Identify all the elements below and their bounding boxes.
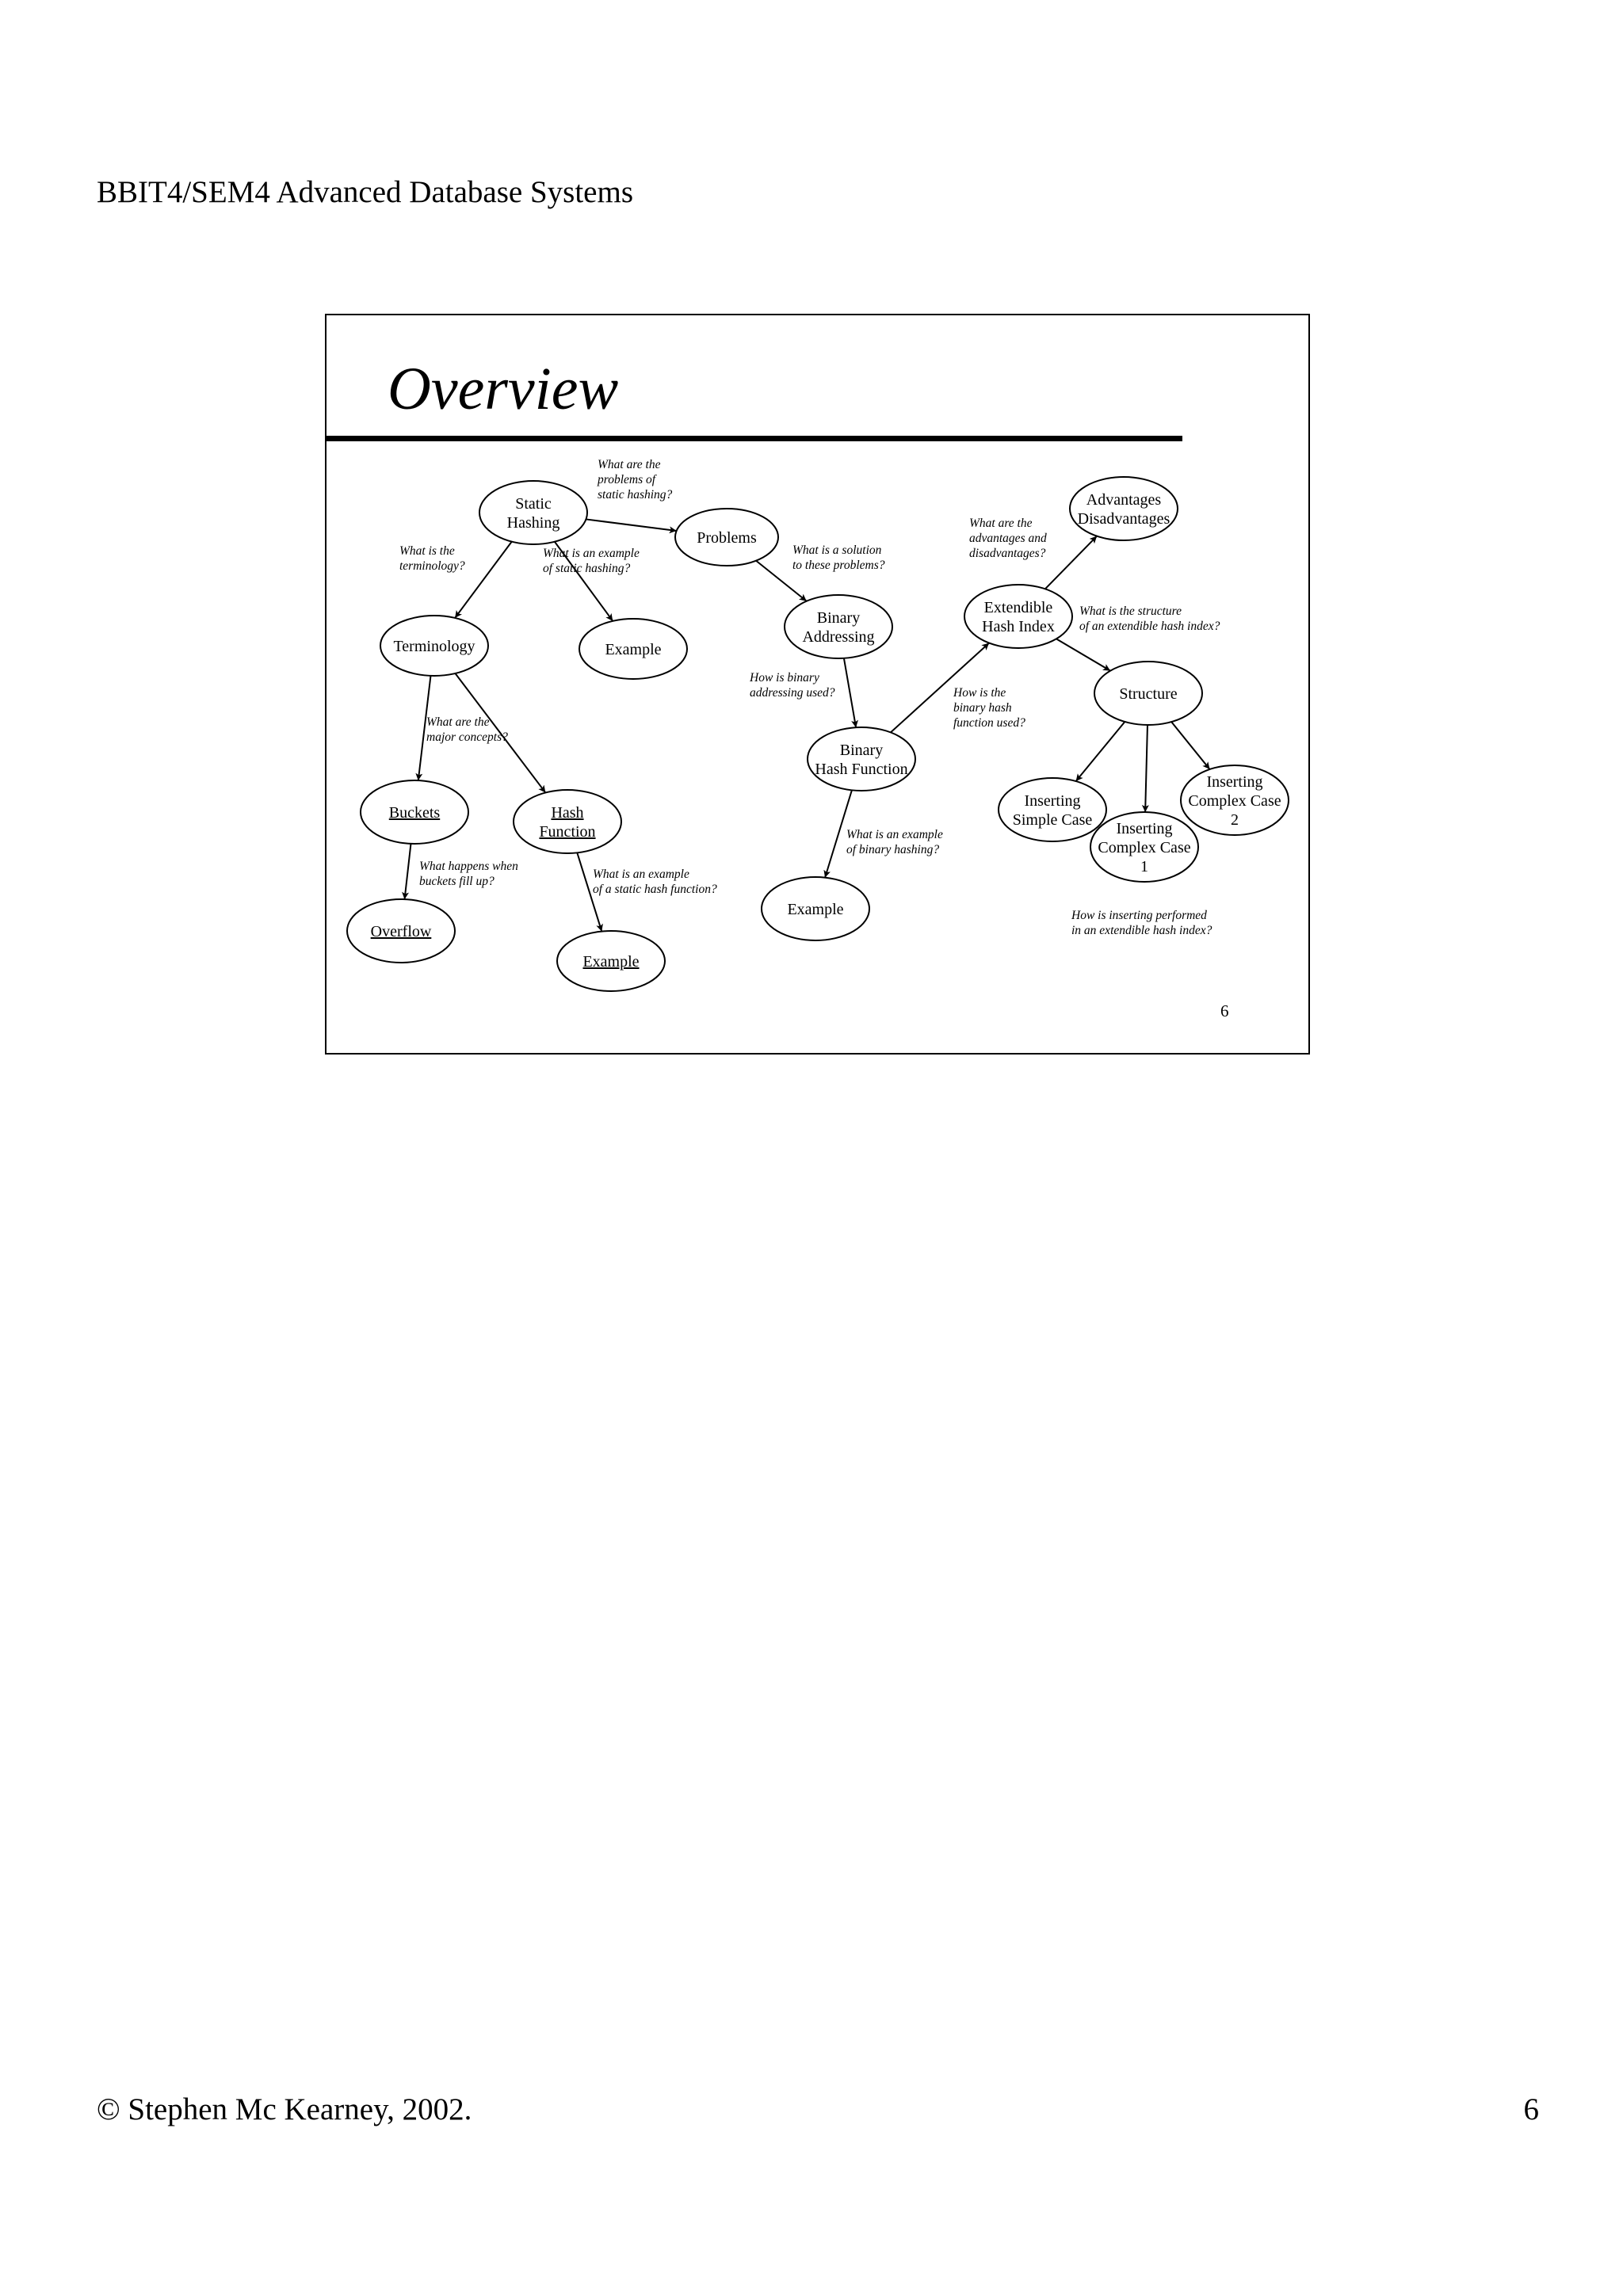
node-terminology xyxy=(380,616,488,676)
node-label: Structure xyxy=(1119,685,1178,703)
question-example-binary xyxy=(846,828,943,856)
node-ellipse xyxy=(999,778,1106,841)
question-line: of binary hashing? xyxy=(846,843,940,856)
node-label: Inserting xyxy=(1116,820,1173,837)
edge-extendible-hash-index-to-advantages-disadvantages xyxy=(1045,536,1097,589)
node-ellipse xyxy=(1070,477,1178,540)
node-label: 2 xyxy=(1231,811,1239,829)
question-line: terminology? xyxy=(399,559,465,573)
node-label: Hashing xyxy=(506,514,560,532)
question-line: problems of xyxy=(598,473,656,486)
edge-binary-addressing-to-binary-hash-function xyxy=(844,658,856,727)
node-extendible-hash-index xyxy=(964,585,1072,648)
node-label: Terminology xyxy=(393,638,475,655)
node-label: Complex Case xyxy=(1098,839,1191,856)
node-label: Addressing xyxy=(802,628,875,646)
node-ellipse xyxy=(479,481,587,544)
node-structure xyxy=(1094,662,1202,725)
node-inserting-complex-case-1 xyxy=(1090,812,1198,882)
concept-map xyxy=(327,315,1308,1053)
node-label: Advantages xyxy=(1086,491,1162,509)
question-line: of an extendible hash index? xyxy=(1079,620,1220,633)
node-label: Hash Function xyxy=(815,761,908,778)
node-label: Buckets xyxy=(388,804,441,822)
node-label: Binary xyxy=(839,742,884,759)
question-binary-addressing xyxy=(749,671,835,700)
question-major-concepts xyxy=(426,715,508,744)
node-label: Problems xyxy=(697,529,757,547)
question-line: addressing used? xyxy=(750,686,835,700)
question-buckets-fill xyxy=(419,860,518,888)
question-line: function used? xyxy=(953,716,1025,730)
node-label: Static xyxy=(515,495,552,513)
node-label: Hash Index xyxy=(982,618,1055,635)
node-label: Hash xyxy=(551,804,584,822)
question-line: How is inserting performed xyxy=(1071,909,1207,922)
node-hash-function xyxy=(514,790,621,853)
question-line: How is binary xyxy=(750,671,819,685)
edge-static-hashing-to-terminology xyxy=(455,542,512,618)
question-line: binary hash xyxy=(953,701,1012,715)
edge-static-hashing-to-problems xyxy=(586,519,676,531)
slide xyxy=(325,314,1310,1055)
question-line: What are the xyxy=(426,715,490,729)
node-ellipse xyxy=(964,585,1072,648)
edge-buckets-to-overflow xyxy=(405,844,411,899)
node-advantages-disadvantages xyxy=(1070,477,1178,540)
question-inserting xyxy=(1071,909,1212,937)
edge-extendible-hash-index-to-structure xyxy=(1056,639,1110,670)
node-label: Extendible xyxy=(983,599,1053,616)
node-overflow xyxy=(347,899,455,963)
node-label: Overflow xyxy=(370,923,432,940)
slide-title: Overview xyxy=(388,356,619,422)
question-line: major concepts? xyxy=(426,730,508,744)
question-line: What is an example xyxy=(846,828,943,841)
node-label: Example xyxy=(605,641,662,658)
node-example-hash-function xyxy=(557,931,665,991)
footer-page-number: 6 xyxy=(1523,2092,1539,2126)
question-line: to these problems? xyxy=(792,559,885,572)
question-line: How is the xyxy=(953,686,1006,700)
question-line: What are the xyxy=(598,458,661,471)
node-label: Function xyxy=(539,823,596,841)
question-line: What happens when xyxy=(419,860,518,873)
node-binary-addressing xyxy=(785,595,892,658)
question-line: of a static hash function? xyxy=(593,883,717,896)
node-label: Inserting xyxy=(1024,792,1081,810)
question-problems xyxy=(597,458,673,502)
slide-number: 6 xyxy=(1220,1001,1229,1020)
question-line: What is the xyxy=(399,544,455,558)
question-binary-hash xyxy=(953,686,1025,730)
node-label: Binary xyxy=(816,609,861,627)
node-example-binary xyxy=(762,877,869,940)
node-inserting-simple-case xyxy=(999,778,1106,841)
node-buckets xyxy=(361,780,468,844)
footer-copyright: © Stephen Mc Kearney, 2002. xyxy=(97,2092,472,2126)
question-line: buckets fill up? xyxy=(419,875,495,888)
node-label: Complex Case xyxy=(1188,792,1281,810)
question-terminology xyxy=(399,544,465,573)
node-ellipse xyxy=(514,790,621,853)
node-label: Disadvantages xyxy=(1077,510,1170,528)
question-line: in an extendible hash index? xyxy=(1071,924,1212,937)
page-header: BBIT4/SEM4 Advanced Database Systems xyxy=(97,175,633,209)
edge-structure-to-inserting-simple-case xyxy=(1076,722,1125,781)
question-structure xyxy=(1079,605,1220,633)
node-static-hashing xyxy=(479,481,587,544)
node-label: 1 xyxy=(1140,858,1148,875)
question-advantages xyxy=(969,517,1047,560)
question-example-hash-function xyxy=(593,868,717,896)
node-label: Example xyxy=(787,901,844,918)
question-line: What is an example xyxy=(543,547,640,560)
edge-structure-to-inserting-complex-case-1 xyxy=(1145,725,1148,812)
question-line: What is a solution xyxy=(792,543,882,557)
node-label: Example xyxy=(582,953,640,971)
node-binary-hash-function xyxy=(808,727,915,791)
node-problems xyxy=(675,509,778,566)
node-label: Inserting xyxy=(1206,773,1263,791)
node-ellipse xyxy=(808,727,915,791)
node-inserting-complex-case-2 xyxy=(1181,765,1289,835)
node-label: Simple Case xyxy=(1012,811,1093,829)
node-ellipse xyxy=(785,595,892,658)
question-example-static xyxy=(543,547,640,575)
edge-structure-to-inserting-complex-case-2 xyxy=(1171,722,1209,769)
question-line: What is an example xyxy=(593,868,689,881)
question-line: disadvantages? xyxy=(969,547,1046,560)
question-line: advantages and xyxy=(969,532,1047,545)
question-line: of static hashing? xyxy=(543,562,631,575)
node-example-static xyxy=(579,619,687,679)
question-line: What are the xyxy=(969,517,1033,530)
question-line: static hashing? xyxy=(598,488,673,502)
question-line: What is the structure xyxy=(1079,605,1182,618)
question-solution xyxy=(792,543,885,572)
